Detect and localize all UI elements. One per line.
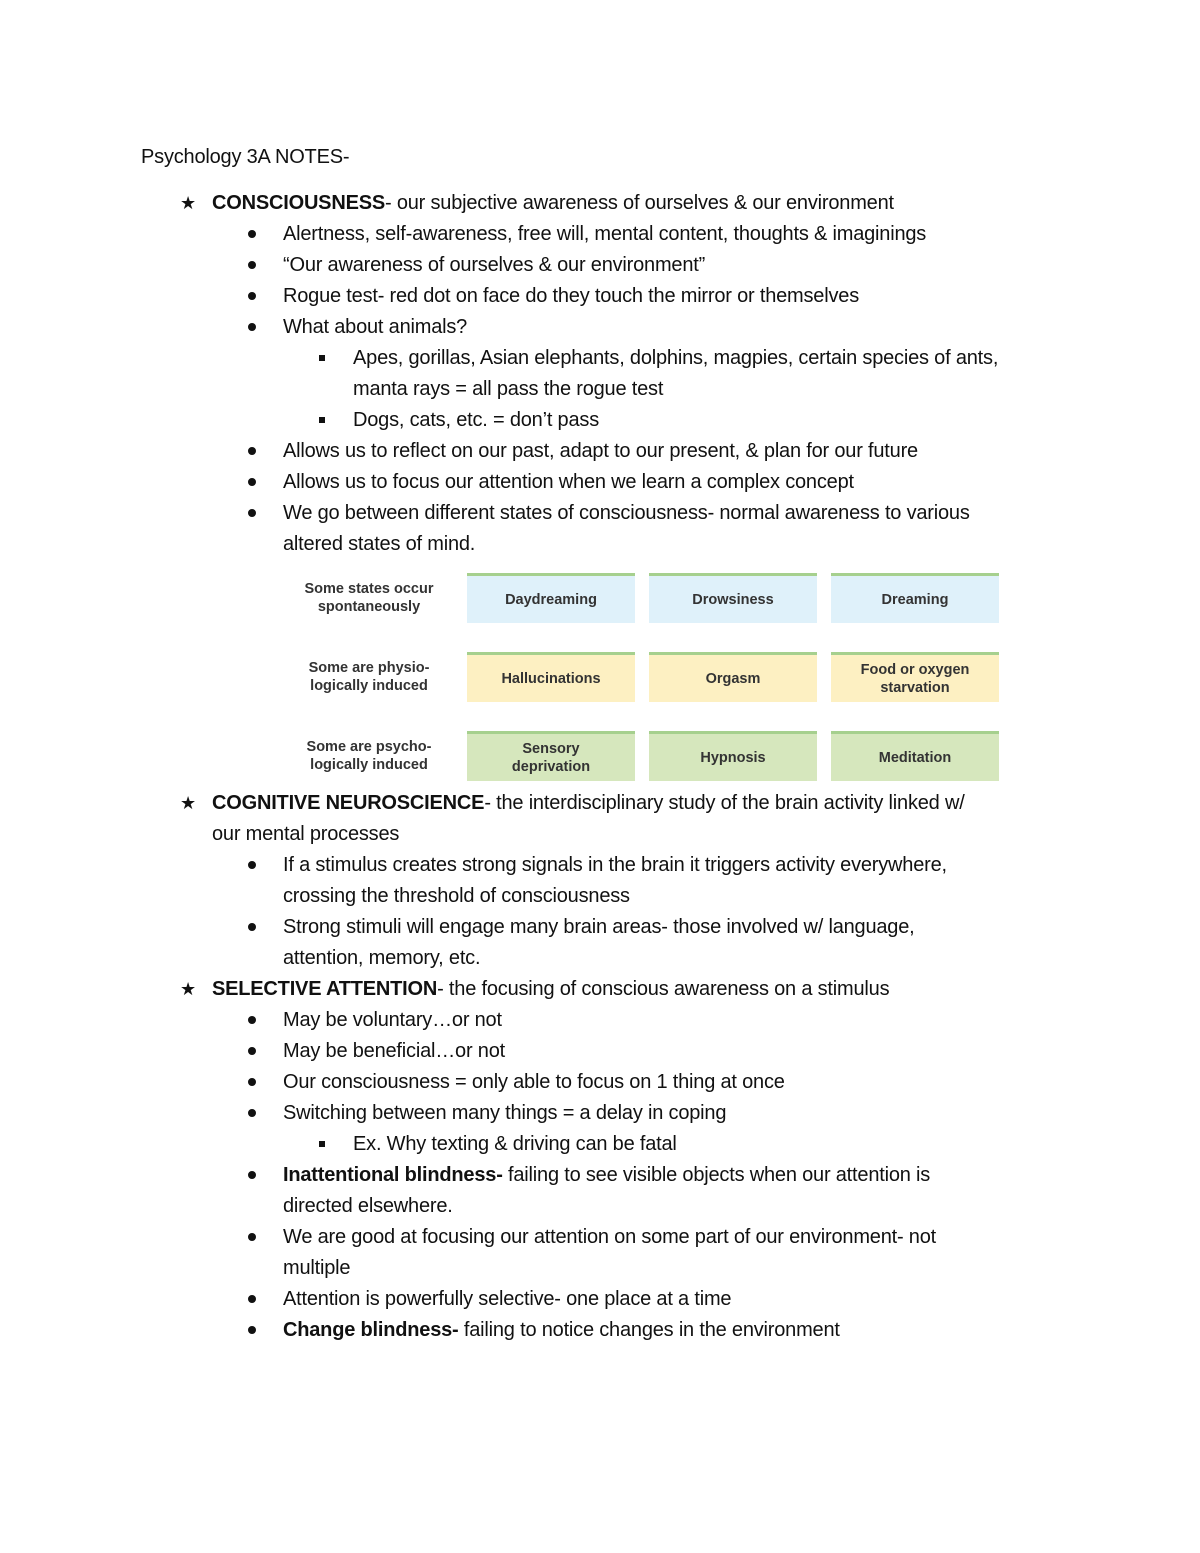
- sub-list-item-continued: manta rays = all pass the rogue test: [353, 378, 664, 400]
- bullet-icon: [248, 478, 256, 486]
- cell-text: Food or oxygen: [860, 661, 970, 678]
- bullet-icon: [248, 447, 256, 455]
- term-consciousness: CONSCIOUSNESS: [212, 192, 385, 214]
- sub-list-item: Ex. Why texting & driving can be fatal: [353, 1133, 677, 1155]
- heading-selective-attention: [212, 977, 889, 1001]
- cell-text: Drowsiness: [692, 591, 774, 608]
- list-item: May be beneficial…or not: [283, 1040, 505, 1062]
- bullet-icon: [248, 923, 256, 931]
- state-cell-hallucinations: [467, 652, 635, 702]
- star-bullet-icon: ★: [180, 979, 197, 999]
- list-item: [283, 1318, 840, 1342]
- list-item-continued: directed elsewhere.: [283, 1195, 453, 1217]
- state-cell-meditation: [831, 731, 999, 781]
- cell-text: deprivation: [511, 758, 591, 775]
- cell-text: starvation: [880, 679, 950, 696]
- cell-text: Hallucinations: [501, 670, 601, 687]
- bullet-icon: [248, 292, 256, 300]
- sub-list-item: Apes, gorillas, Asian elephants, dolphins, magpies, certain species of ants,: [353, 347, 999, 369]
- list-item: Alertness, self-awareness, free will, mental content, thoughts & imaginings: [283, 223, 927, 245]
- state-cell-hypnosis: [649, 731, 817, 781]
- list-item: Rogue test- red dot on face do they touch the mirror or themselves: [283, 285, 859, 307]
- list-item-continued: attention, memory, etc.: [283, 947, 481, 969]
- row-label-line: logically induced: [310, 757, 428, 773]
- row-label-line: Some states occur: [304, 581, 434, 597]
- list-item: What about animals?: [283, 316, 468, 338]
- list-item: Allows us to reflect on our past, adapt to our present, & plan for our future: [283, 440, 918, 462]
- definition: - the focusing of conscious awareness on a stimulus: [437, 978, 890, 1000]
- state-cell-orgasm: [649, 652, 817, 702]
- cell-text: Daydreaming: [505, 591, 597, 608]
- bullet-icon: [248, 509, 256, 517]
- bullet-icon: [248, 323, 256, 331]
- list-item: Attention is powerfully selective- one place at a time: [283, 1288, 732, 1310]
- bullet-icon: [248, 1109, 256, 1117]
- bullet-icon: [248, 1295, 256, 1303]
- list-item-continued: crossing the threshold of consciousness: [283, 885, 630, 907]
- state-cell-drowsiness: [649, 573, 817, 623]
- term-cognitive-neuroscience: COGNITIVE NEUROSCIENCE: [212, 792, 485, 814]
- bullet-icon: [248, 261, 256, 269]
- list-item-continued: multiple: [283, 1257, 351, 1279]
- list-item: Allows us to focus our attention when we learn a complex concept: [283, 471, 854, 493]
- list-item: We go between different states of consciousness- normal awareness to various: [283, 502, 970, 524]
- definition: failing to see visible objects when our attention is: [502, 1164, 931, 1186]
- bullet-icon: [248, 1171, 256, 1179]
- square-bullet-icon: [319, 355, 325, 361]
- definition: - our subjective awareness of ourselves & our environment: [385, 192, 894, 214]
- bullet-icon: [248, 1078, 256, 1086]
- square-bullet-icon: [319, 1141, 325, 1147]
- list-item: “Our awareness of ourselves & our environment”: [283, 254, 706, 276]
- row-label-line: logically induced: [310, 678, 428, 694]
- cell-text: Sensory: [522, 740, 580, 757]
- list-item-continued: altered states of mind.: [283, 533, 476, 555]
- bullet-icon: [248, 861, 256, 869]
- state-cell-dreaming: [831, 573, 999, 623]
- list-item: If a stimulus creates strong signals in the brain it triggers activity everywhere,: [283, 854, 947, 876]
- state-cell-sensory-deprivation: [467, 731, 635, 781]
- list-item: May be voluntary…or not: [283, 1009, 502, 1031]
- definition-continued: our mental processes: [212, 823, 400, 845]
- term-change-blindness: Change blindness-: [283, 1319, 459, 1341]
- row-label-line: spontaneously: [317, 599, 421, 615]
- cell-text: Orgasm: [705, 670, 761, 687]
- list-item: [283, 1163, 930, 1187]
- page-title: Psychology 3A NOTES-: [141, 146, 350, 168]
- list-item: Strong stimuli will engage many brain areas- those involved w/ language,: [283, 916, 915, 938]
- bullet-icon: [248, 1326, 256, 1334]
- list-item: Switching between many things = a delay in coping: [283, 1102, 727, 1124]
- state-cell-food-oxygen-starvation: [831, 652, 999, 702]
- row-label-line: Some are psycho-: [306, 739, 432, 755]
- definition: failing to notice changes in the environment: [458, 1319, 840, 1341]
- star-bullet-icon: ★: [180, 193, 197, 213]
- term-selective-attention: SELECTIVE ATTENTION: [212, 978, 438, 1000]
- state-cell-daydreaming: [467, 573, 635, 623]
- cell-text: Hypnosis: [700, 749, 766, 766]
- definition: - the interdisciplinary study of the brain activity linked w/: [484, 792, 965, 814]
- bullet-icon: [248, 1047, 256, 1055]
- heading-consciousness: [212, 191, 894, 215]
- bullet-icon: [248, 230, 256, 238]
- sub-list-item: Dogs, cats, etc. = don’t pass: [353, 409, 599, 431]
- cell-text: Dreaming: [881, 591, 949, 608]
- figure-row-label: [284, 738, 454, 774]
- list-item: We are good at focusing our attention on some part of our environment- not: [283, 1226, 937, 1248]
- cell-text: Meditation: [878, 749, 952, 766]
- term-inattentional-blindness: Inattentional blindness-: [283, 1164, 503, 1186]
- figure-row-label: [284, 580, 454, 616]
- bullet-icon: [248, 1233, 256, 1241]
- square-bullet-icon: [319, 417, 325, 423]
- bullet-icon: [248, 1016, 256, 1024]
- heading-cognitive-neuroscience: [212, 791, 965, 815]
- figure-row-label: [284, 659, 454, 695]
- list-item: Our consciousness = only able to focus on 1 thing at once: [283, 1071, 785, 1093]
- row-label-line: Some are physio-: [308, 660, 430, 676]
- star-bullet-icon: ★: [180, 793, 197, 813]
